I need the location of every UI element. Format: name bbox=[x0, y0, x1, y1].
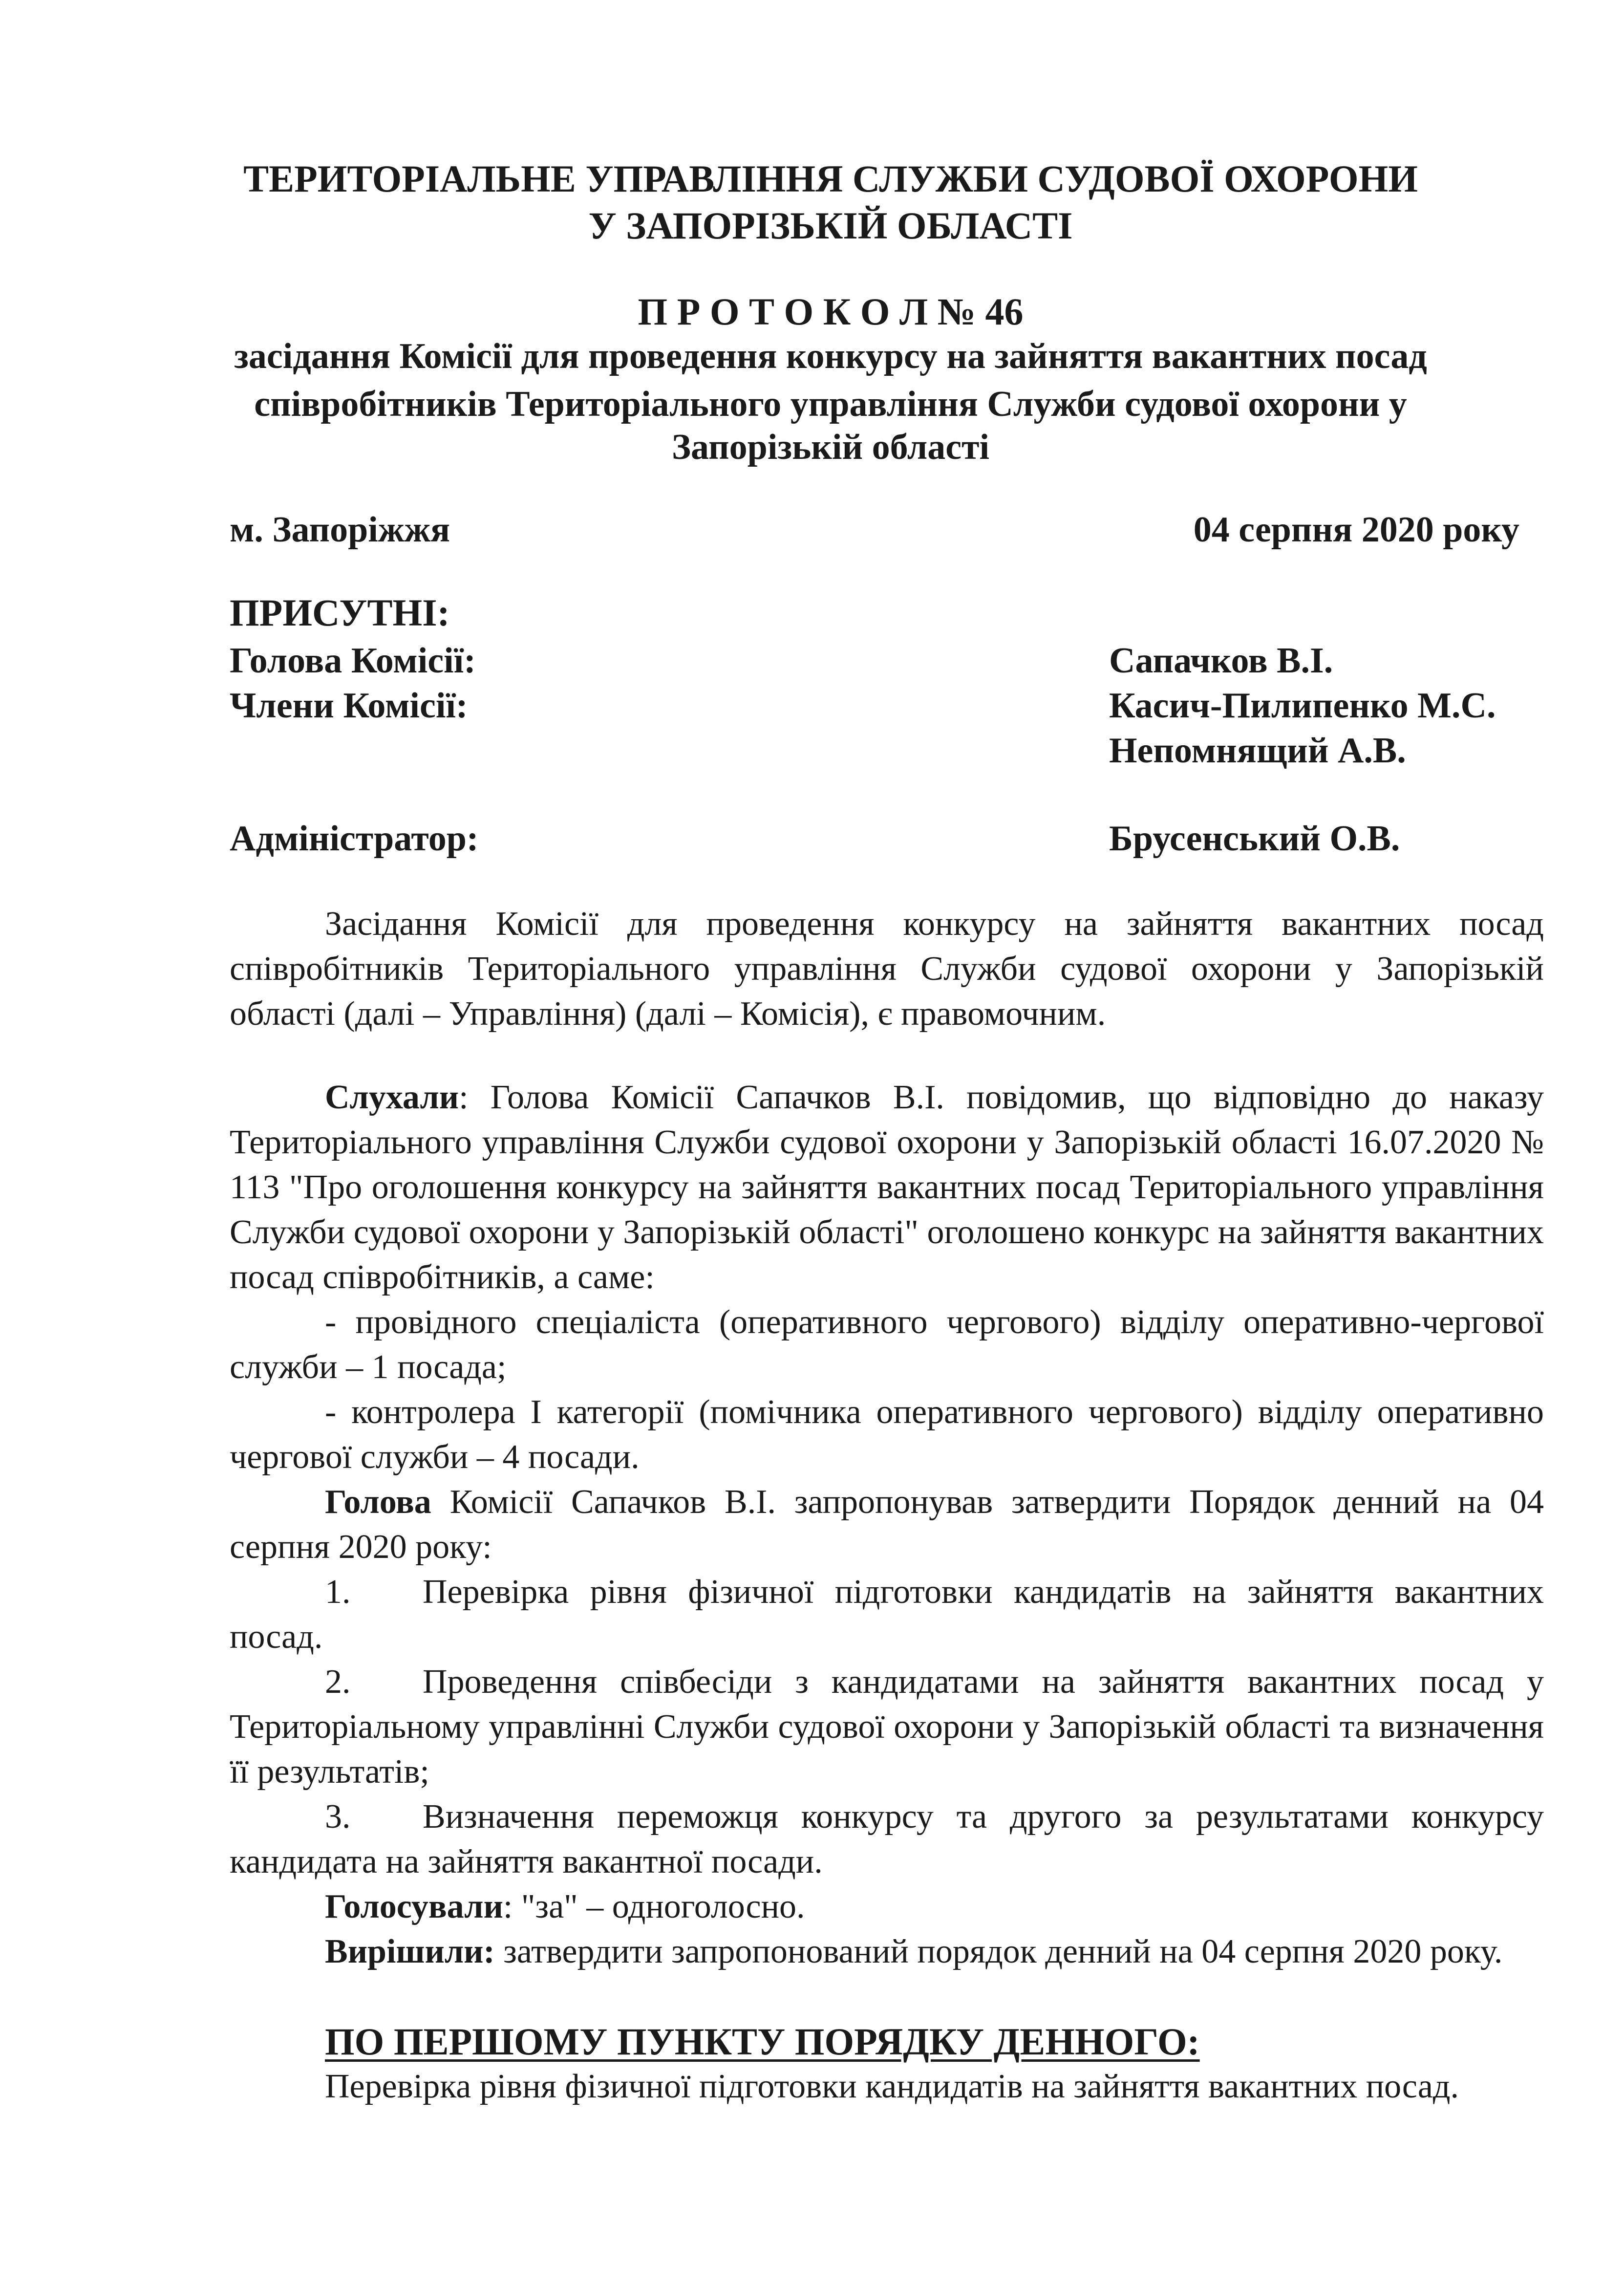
position-item: - провідного спеціаліста (оперативного чергового) відділу оперативно-чергової служби – 1 посада; bbox=[230, 1303, 1544, 1386]
chair-label: Голова Комісії: bbox=[230, 641, 476, 681]
heard-paragraph bbox=[230, 1075, 1544, 1300]
member-name: Касич-Пилипенко М.С. bbox=[1109, 686, 1496, 726]
decision-paragraph bbox=[230, 1929, 1544, 1974]
position-item: - контролера І категорії (помічника оперативного чергового) відділу оперативно чергової служби – 4 посади. bbox=[230, 1393, 1544, 1476]
agenda-item-number: 2. bbox=[325, 1663, 351, 1701]
protocol-title: П Р О Т О К О Л № 46 bbox=[638, 290, 1024, 333]
section-paragraph: Перевірка рівня фізичної підготовки кандидатів на зайняття вакантних посад. bbox=[325, 2068, 1459, 2105]
agenda-item-text: Проведення співбесіди з кандидатами на зайняття вакантних посад у Територіальному управлінні Служби судової охорони у Запорізькій області та визначення її результатів; bbox=[230, 1663, 1544, 1791]
city: м. Запоріжжя bbox=[230, 510, 450, 550]
section-heading-text: ПО ПЕРШОМУ ПУНКТУ ПОРЯДКУ ДЕННОГО: bbox=[325, 2020, 1200, 2063]
heard-label: Слухали bbox=[325, 1079, 459, 1116]
agenda-item-text: Перевірка рівня фізичної підготовки кандидатів на зайняття вакантних посад. bbox=[230, 1573, 1544, 1656]
attendees-heading: ПРИСУТНІ: bbox=[230, 591, 450, 634]
protocol-subtitle-line3: Запорізькій області bbox=[671, 427, 990, 467]
chair-proposal-paragraph bbox=[230, 1480, 1544, 1570]
decided-label: Вирішили: bbox=[325, 1933, 495, 1970]
chair-proposal-label: Голова bbox=[325, 1483, 431, 1521]
heard-text: : Голова Комісії Сапачков В.І. повідомив, що відповідно до наказу Територіального управління Служби судової охорони у Запорізькій області 16.07.2020 № 113 "Про оголошення конкурсу на зайняття вакантних посад Територіального управління Служби судової охорони у Запорізькій області" оголошено конкурс на зайняття вакантних посад співробітників, а саме: bbox=[230, 1079, 1544, 1296]
agenda-item-2 bbox=[230, 1660, 1544, 1794]
voted-label: Голосували bbox=[325, 1888, 503, 1925]
members-label: Члени Комісії: bbox=[230, 686, 468, 726]
voted-text: : "за" – одноголосно. bbox=[503, 1888, 805, 1925]
organization-name-line2: У ЗАПОРІЗЬКІЙ ОБЛАСТІ bbox=[588, 204, 1073, 247]
meeting-date: 04 серпня 2020 року bbox=[1193, 510, 1519, 550]
organization-name-line1: ТЕРИТОРІАЛЬНЕ УПРАВЛІННЯ СЛУЖБИ СУДОВОЇ ОХОРОНИ bbox=[243, 157, 1418, 200]
protocol-subtitle-line2: співробітників Територіального управління Служби судової охорони у bbox=[254, 384, 1407, 424]
section-heading bbox=[230, 2019, 1544, 2064]
intro-paragraph: Засідання Комісії для проведення конкурсу на зайняття вакантних посад співробітників Територіального управління Служби судової охорони у Запорізькій області (далі – Управління) (далі – Комісія), є правомочним. bbox=[230, 905, 1544, 1033]
chair-name: Сапачков В.І. bbox=[1109, 641, 1333, 681]
voting-line bbox=[230, 1884, 1544, 1929]
chair-proposal-text: Комісії Сапачков В.І. запропонував затвердити Порядок денний на 04 серпня 2020 року: bbox=[230, 1483, 1544, 1566]
member-name: Непомнящий А.В. bbox=[1109, 731, 1406, 771]
agenda-item-number: 3. bbox=[325, 1798, 351, 1836]
agenda-item-text: Визначення переможця конкурсу та другого за результатами конкурсу кандидата на зайняття вакантної посади. bbox=[230, 1798, 1544, 1880]
protocol-subtitle-line1: засідання Комісії для проведення конкурсу на зайняття вакантних посад bbox=[234, 336, 1427, 376]
admin-label: Адміністратор: bbox=[230, 819, 479, 859]
agenda-item-3 bbox=[230, 1794, 1544, 1884]
agenda-item-1 bbox=[230, 1570, 1544, 1660]
decided-text: затвердити запропонований порядок денний на 04 серпня 2020 року. bbox=[494, 1933, 1503, 1970]
admin-name: Брусенський О.В. bbox=[1109, 819, 1400, 859]
agenda-item-number: 1. bbox=[325, 1573, 351, 1611]
